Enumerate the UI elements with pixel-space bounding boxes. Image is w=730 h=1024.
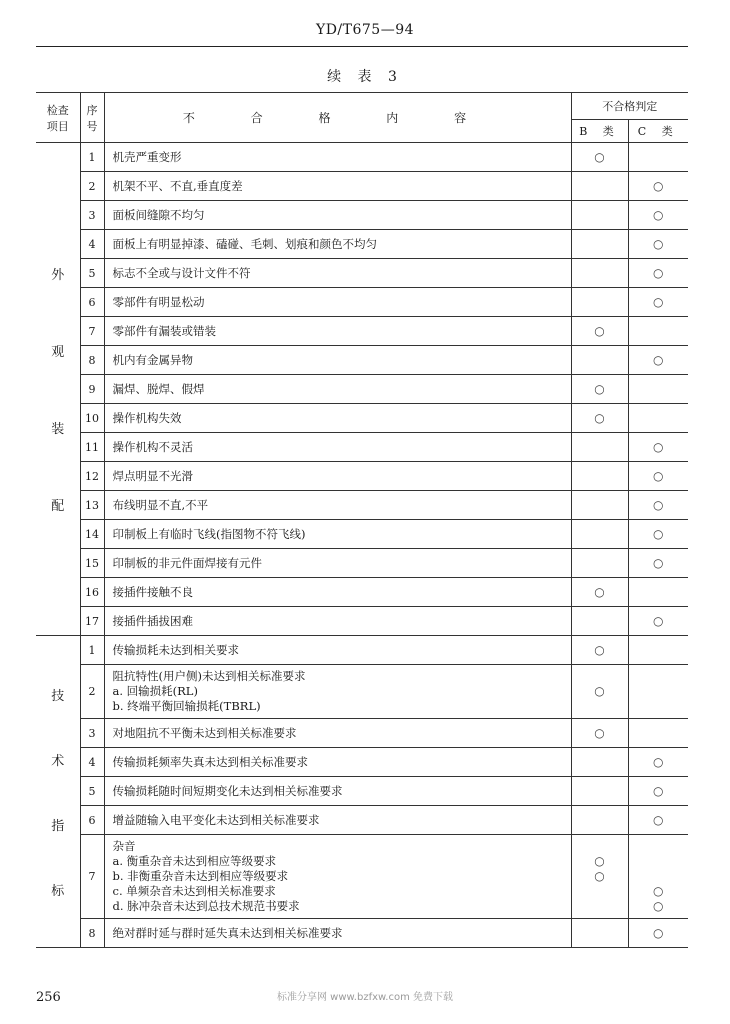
- circle-mark-icon: ○: [594, 323, 605, 338]
- nonconformity-line: 阻抗特性(用户侧)未达到相关标准要求: [112, 669, 306, 683]
- table-row: [36, 919, 688, 948]
- nonconformity-line: 机架不平、不直,垂直度差: [112, 178, 243, 193]
- header-class-c: C 类: [628, 120, 688, 143]
- nonconformity-line: 机内有金属异物: [112, 352, 193, 367]
- circle-mark-icon: ○: [594, 410, 605, 425]
- class-c-cell: [628, 919, 688, 948]
- section-category: [36, 143, 80, 636]
- table-row: [36, 748, 688, 777]
- row-number: 1: [80, 143, 104, 172]
- nonconformity-line: 操作机构失效: [112, 410, 182, 425]
- header-judgement: 不合格判定: [571, 93, 688, 120]
- class-b-cell: [571, 288, 628, 317]
- class-c-cell: [628, 346, 688, 375]
- row-number: 5: [80, 777, 104, 806]
- row-number: 12: [80, 462, 104, 491]
- nonconformity-text: [104, 433, 571, 462]
- class-c-cell: [628, 201, 688, 230]
- circle-mark-icon: ○: [594, 869, 605, 883]
- circle-mark-icon: ○: [653, 497, 664, 512]
- table-row: [36, 835, 688, 919]
- table-row: [36, 549, 688, 578]
- circle-mark-icon: ○: [594, 684, 605, 698]
- row-number: 7: [80, 835, 104, 919]
- nonconformity-line: 传输损耗频率失真未达到相关标准要求: [112, 754, 308, 769]
- nonconformity-text: [104, 777, 571, 806]
- nonconformity-text: [104, 404, 571, 433]
- section-category-char: 标: [51, 883, 65, 899]
- circle-mark-icon: ○: [594, 854, 605, 868]
- table-row: [36, 462, 688, 491]
- class-c-cell: [628, 719, 688, 748]
- row-number: 17: [80, 607, 104, 636]
- table-row: [36, 288, 688, 317]
- circle-mark-icon: ○: [653, 783, 664, 798]
- class-b-cell: [571, 719, 628, 748]
- row-number: 8: [80, 919, 104, 948]
- nonconformity-text: [104, 520, 571, 549]
- section-category-char: 指: [51, 818, 65, 834]
- class-c-cell: [628, 143, 688, 172]
- table-row: [36, 404, 688, 433]
- standard-code: YD/T675—94: [315, 22, 415, 38]
- nonconformity-line: 布线明显不直,不平: [112, 497, 209, 512]
- row-number: 13: [80, 491, 104, 520]
- row-number: 8: [80, 346, 104, 375]
- nonconformity-text: [104, 806, 571, 835]
- nonconformity-line: 零部件有漏装或错装: [112, 323, 216, 338]
- inspection-table: [36, 92, 688, 948]
- circle-mark-icon: ○: [653, 925, 664, 940]
- nonconformity-line: 绝对群时延与群时延失真未达到相关标准要求: [112, 925, 343, 940]
- table-row: [36, 777, 688, 806]
- table-row: [36, 317, 688, 346]
- class-c-cell: [628, 636, 688, 665]
- class-b-cell: [571, 317, 628, 346]
- section-category-char: 装: [51, 422, 65, 437]
- nonconformity-line: 增益随输入电平变化未达到相关标准要求: [112, 812, 320, 827]
- table-row: [36, 578, 688, 607]
- nonconformity-line: 焊点明显不光滑: [112, 468, 193, 483]
- class-c-cell: [628, 404, 688, 433]
- section-category-char: 观: [51, 345, 65, 360]
- nonconformity-line: 面板间缝隙不均匀: [112, 207, 205, 222]
- class-c-cell: [628, 665, 688, 719]
- class-b-cell: [571, 520, 628, 549]
- nonconformity-line: 操作机构不灵活: [112, 439, 193, 454]
- table-row: [36, 719, 688, 748]
- row-number: 11: [80, 433, 104, 462]
- nonconformity-text: [104, 549, 571, 578]
- class-c-cell: [628, 578, 688, 607]
- class-b-cell: [571, 835, 628, 919]
- nonconformity-line: 传输损耗未达到相关要求: [112, 642, 239, 657]
- class-b-cell: [571, 143, 628, 172]
- circle-mark-icon: ○: [653, 265, 664, 280]
- table-row: [36, 433, 688, 462]
- nonconformity-line: b. 非衡重杂音未达到相应等级要求: [112, 869, 289, 883]
- row-number: 3: [80, 201, 104, 230]
- circle-mark-icon: ○: [653, 555, 664, 570]
- nonconformity-text: [104, 607, 571, 636]
- nonconformity-text: [104, 636, 571, 665]
- circle-mark-icon: ○: [653, 178, 664, 193]
- class-c-cell: [628, 462, 688, 491]
- nonconformity-line: 接插件接触不良: [112, 584, 193, 599]
- row-number: 6: [80, 288, 104, 317]
- row-number: 14: [80, 520, 104, 549]
- table-row: [36, 636, 688, 665]
- nonconformity-text: [104, 719, 571, 748]
- nonconformity-text: [104, 578, 571, 607]
- header-content: 不 合 格 内 容: [104, 93, 571, 143]
- row-number: 2: [80, 172, 104, 201]
- nonconformity-text: [104, 835, 571, 919]
- class-c-cell: [628, 375, 688, 404]
- nonconformity-text: [104, 230, 571, 259]
- nonconformity-line: d. 脉冲杂音未达到总技术规范书要求: [112, 899, 300, 913]
- section-category: [36, 636, 80, 948]
- table-row: [36, 230, 688, 259]
- circle-mark-icon: ○: [653, 439, 664, 454]
- page-number: 256: [36, 990, 61, 1005]
- class-b-cell: [571, 404, 628, 433]
- table-row: [36, 201, 688, 230]
- class-b-cell: [571, 549, 628, 578]
- table-row: [36, 172, 688, 201]
- section-category-char: 配: [51, 499, 65, 514]
- class-c-cell: [628, 748, 688, 777]
- nonconformity-line: 机壳严重变形: [112, 149, 182, 164]
- class-b-cell: [571, 919, 628, 948]
- nonconformity-line: 接插件插拔困难: [112, 613, 193, 628]
- nonconformity-text: [104, 143, 571, 172]
- nonconformity-text: [104, 665, 571, 719]
- nonconformity-line: a. 回输损耗(RL): [112, 684, 198, 698]
- row-number: 7: [80, 317, 104, 346]
- class-c-cell: [628, 172, 688, 201]
- class-b-cell: [571, 201, 628, 230]
- table-row: [36, 806, 688, 835]
- row-number: 1: [80, 636, 104, 665]
- class-c-cell: [628, 549, 688, 578]
- header-rule: [36, 46, 688, 47]
- watermark-text: 标准分享网 www.bzfxw.com 免费下载: [277, 992, 453, 1003]
- table-row: [36, 491, 688, 520]
- circle-mark-icon: ○: [653, 754, 664, 769]
- class-c-cell: [628, 317, 688, 346]
- class-c-cell: [628, 230, 688, 259]
- table-row: [36, 520, 688, 549]
- row-number: 16: [80, 578, 104, 607]
- class-c-cell: [628, 835, 688, 919]
- nonconformity-text: [104, 748, 571, 777]
- circle-mark-icon: ○: [594, 149, 605, 164]
- class-b-cell: [571, 748, 628, 777]
- header-category: 检查 项目: [36, 93, 80, 143]
- class-c-cell: [628, 777, 688, 806]
- nonconformity-text: [104, 172, 571, 201]
- class-b-cell: [571, 375, 628, 404]
- table-row: [36, 259, 688, 288]
- circle-mark-icon: ○: [653, 884, 664, 898]
- circle-mark-icon: ○: [594, 381, 605, 396]
- class-b-cell: [571, 172, 628, 201]
- row-number: 15: [80, 549, 104, 578]
- nonconformity-line: 对地阻抗不平衡未达到相关标准要求: [112, 725, 297, 740]
- nonconformity-line: 杂音: [112, 839, 136, 853]
- nonconformity-line: c. 单频杂音未达到相关标准要求: [112, 884, 276, 898]
- class-b-cell: [571, 578, 628, 607]
- nonconformity-line: b. 终端平衡回输损耗(TBRL): [112, 699, 261, 713]
- table-row: [36, 346, 688, 375]
- class-b-cell: [571, 259, 628, 288]
- class-c-cell: [628, 259, 688, 288]
- class-b-cell: [571, 230, 628, 259]
- row-number: 10: [80, 404, 104, 433]
- table-row: [36, 665, 688, 719]
- class-c-cell: [628, 433, 688, 462]
- nonconformity-text: [104, 375, 571, 404]
- header-class-b: B 类: [571, 120, 628, 143]
- table-row: [36, 375, 688, 404]
- circle-mark-icon: ○: [594, 725, 605, 740]
- row-number: 3: [80, 719, 104, 748]
- row-number: 4: [80, 748, 104, 777]
- circle-mark-icon: ○: [594, 642, 605, 657]
- class-b-cell: [571, 462, 628, 491]
- circle-mark-icon: ○: [653, 899, 664, 913]
- circle-mark-icon: ○: [653, 526, 664, 541]
- class-c-cell: [628, 491, 688, 520]
- row-number: 9: [80, 375, 104, 404]
- class-b-cell: [571, 665, 628, 719]
- row-number: 2: [80, 665, 104, 719]
- section-category-char: 技: [51, 688, 65, 704]
- class-b-cell: [571, 607, 628, 636]
- nonconformity-line: 漏焊、脱焊、假焊: [112, 381, 205, 396]
- circle-mark-icon: ○: [653, 812, 664, 827]
- nonconformity-text: [104, 491, 571, 520]
- class-c-cell: [628, 288, 688, 317]
- nonconformity-text: [104, 919, 571, 948]
- nonconformity-line: 零部件有明显松动: [112, 294, 205, 309]
- nonconformity-line: a. 衡重杂音未达到相应等级要求: [112, 854, 277, 868]
- nonconformity-line: 传输损耗随时间短期变化未达到相关标准要求: [112, 783, 343, 798]
- nonconformity-text: [104, 346, 571, 375]
- row-number: 6: [80, 806, 104, 835]
- circle-mark-icon: ○: [653, 294, 664, 309]
- class-c-cell: [628, 806, 688, 835]
- row-number: 5: [80, 259, 104, 288]
- nonconformity-line: 标志不全或与设计文件不符: [112, 265, 251, 280]
- nonconformity-line: 印制板上有临时飞线(指图物不符飞线): [112, 526, 306, 541]
- nonconformity-text: [104, 288, 571, 317]
- table-row: [36, 143, 688, 172]
- circle-mark-icon: ○: [594, 584, 605, 599]
- circle-mark-icon: ○: [653, 207, 664, 222]
- class-b-cell: [571, 346, 628, 375]
- circle-mark-icon: ○: [653, 236, 664, 251]
- section-category-char: 术: [51, 753, 65, 769]
- nonconformity-text: [104, 317, 571, 346]
- table-title: 续 表 3: [327, 69, 403, 85]
- nonconformity-text: [104, 201, 571, 230]
- nonconformity-line: 面板上有明显掉漆、磕碰、毛刺、划痕和颜色不均匀: [112, 236, 377, 251]
- class-b-cell: [571, 491, 628, 520]
- class-b-cell: [571, 636, 628, 665]
- circle-mark-icon: ○: [653, 468, 664, 483]
- class-b-cell: [571, 777, 628, 806]
- circle-mark-icon: ○: [653, 613, 664, 628]
- nonconformity-line: 印制板的非元件面焊接有元件: [112, 555, 262, 570]
- header-number: 序 号: [80, 93, 104, 143]
- class-c-cell: [628, 607, 688, 636]
- row-number: 4: [80, 230, 104, 259]
- class-b-cell: [571, 806, 628, 835]
- class-b-cell: [571, 433, 628, 462]
- nonconformity-text: [104, 259, 571, 288]
- circle-mark-icon: ○: [653, 352, 664, 367]
- nonconformity-text: [104, 462, 571, 491]
- section-category-char: 外: [51, 268, 65, 283]
- class-c-cell: [628, 520, 688, 549]
- table-row: [36, 607, 688, 636]
